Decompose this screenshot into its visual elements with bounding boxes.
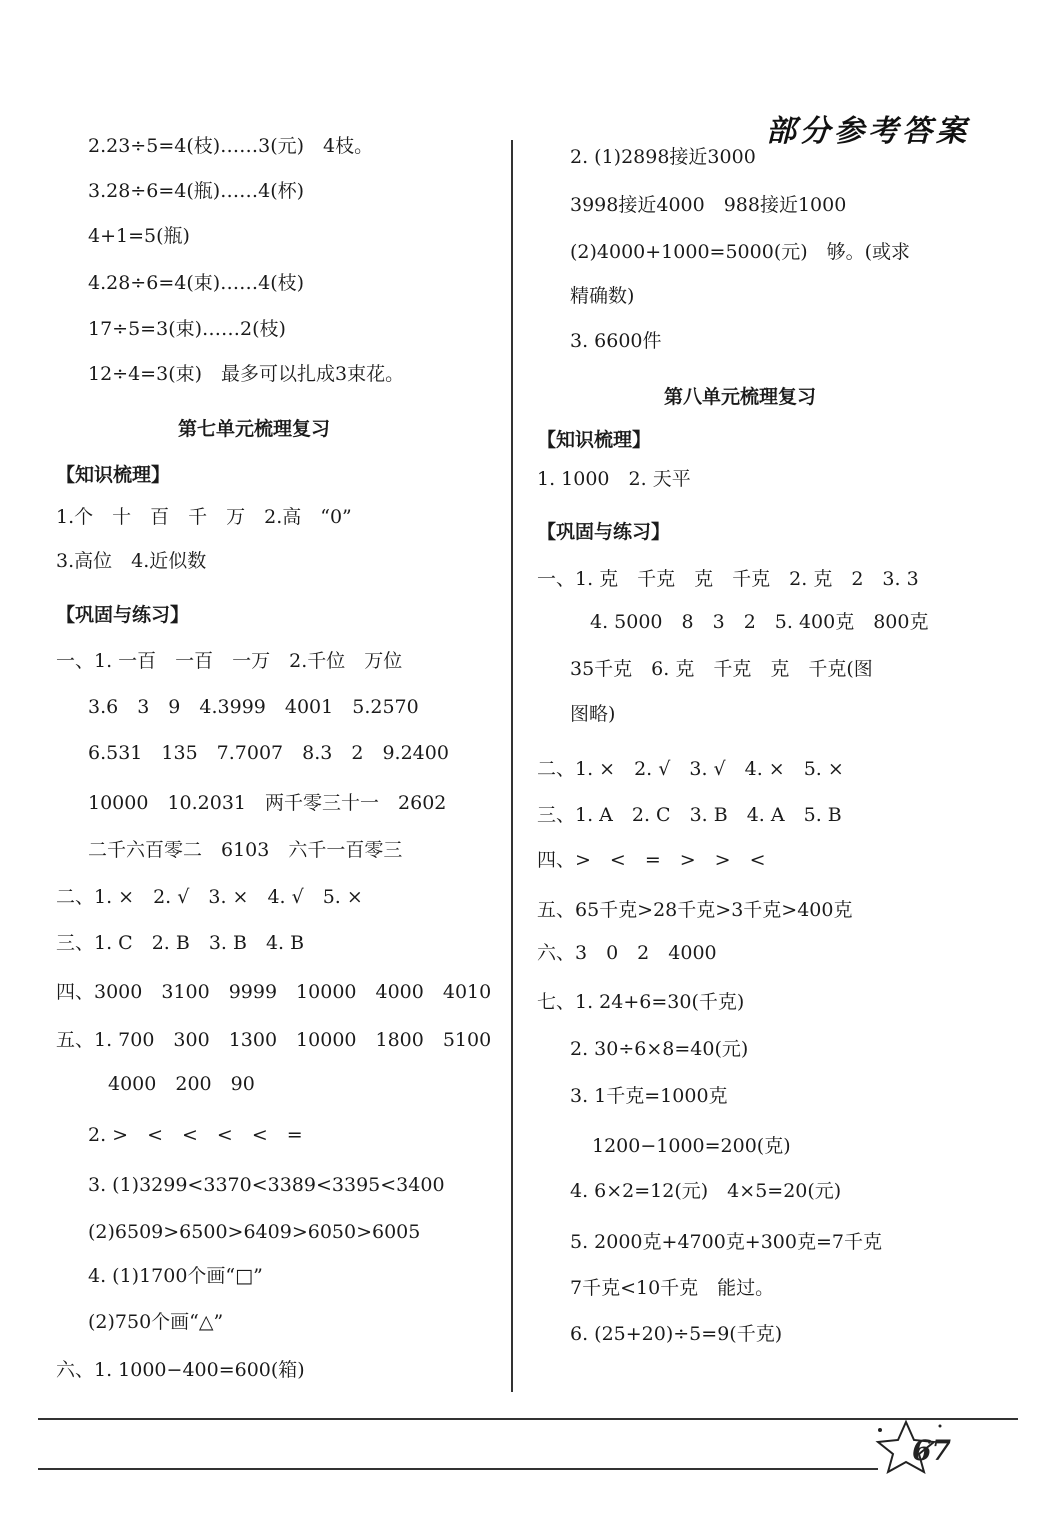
section-title-unit7: 第七单元梳理复习 xyxy=(178,418,331,440)
column-divider xyxy=(511,140,513,1392)
answer-line: 1. 1000 2. 天平 xyxy=(537,468,691,490)
answer-line: 4000 200 90 xyxy=(108,1073,255,1095)
answer-line: 4.28÷6=4(束)……4(枝) xyxy=(88,272,305,294)
answer-line: 3. 6600件 xyxy=(570,330,662,352)
answer-line: 4+1=5(瓶) xyxy=(88,225,190,247)
answer-line: 35千克 6. 克 千克 克 千克(图 xyxy=(570,658,873,680)
answer-line: 2. 30÷6×8=40(元) xyxy=(570,1038,749,1060)
page-number: 67 xyxy=(912,1434,951,1467)
answer-line: (2)750个画“△” xyxy=(88,1311,224,1333)
answer-line: 6.531 135 7.7007 8.3 2 9.2400 xyxy=(88,742,449,764)
answer-line: 2. (1)2898接近3000 xyxy=(570,146,756,168)
heading-knowledge: 【知识梳理】 xyxy=(56,464,171,486)
answer-line: 1200−1000=200(克) xyxy=(592,1135,791,1157)
heading-practice: 【巩固与练习】 xyxy=(537,521,671,543)
answer-line: 4. 5000 8 3 2 5. 400克 800克 xyxy=(590,611,929,633)
answer-line: (2)4000+1000=5000(元) 够。(或求 xyxy=(570,241,911,263)
answer-line: 12÷4=3(束) 最多可以扎成3束花。 xyxy=(88,363,405,385)
answer-line: 七、1. 24+6=30(千克) xyxy=(537,991,745,1013)
answer-line: 4. (1)1700个画“□” xyxy=(88,1265,263,1287)
page-header-title: 部分参考答案 xyxy=(766,114,970,149)
answer-line: 二、1. × 2. √ 3. √ 4. × 5. × xyxy=(537,758,844,780)
answer-line: 3.高位 4.近似数 xyxy=(56,550,207,572)
answer-line: 17÷5=3(束)……2(枝) xyxy=(88,318,286,340)
footer-rule-bottom xyxy=(38,1468,878,1470)
answer-line: 五、1. 700 300 1300 10000 1800 5100 xyxy=(56,1029,492,1051)
answer-line: 六、3 0 2 4000 xyxy=(537,942,717,964)
answer-line: 3.28÷6=4(瓶)……4(杯) xyxy=(88,180,305,202)
answer-line: 3. (1)3299<3370<3389<3395<3400 xyxy=(88,1174,445,1196)
answer-line: 四、> < = > > < xyxy=(537,849,766,871)
answer-line: 3. 1千克=1000克 xyxy=(570,1085,728,1107)
heading-practice: 【巩固与练习】 xyxy=(56,604,190,626)
answer-line: 六、1. 1000−400=600(箱) xyxy=(56,1359,305,1381)
heading-knowledge: 【知识梳理】 xyxy=(537,429,652,451)
answer-line: 2.23÷5=4(枝)……3(元) 4枝。 xyxy=(88,135,374,157)
answer-line: 二千六百零二 6103 六千一百零三 xyxy=(88,839,403,861)
footer-rule-top xyxy=(38,1418,1018,1420)
answer-line: 二、1. × 2. √ 3. × 4. √ 5. × xyxy=(56,886,363,908)
answer-line: 三、1. A 2. C 3. B 4. A 5. B xyxy=(537,804,842,826)
answer-line: 4. 6×2=12(元) 4×5=20(元) xyxy=(570,1180,842,1202)
answer-line: 2. > < < < < = xyxy=(88,1124,303,1146)
answer-line: 一、1. 克 千克 克 千克 2. 克 2 3. 3 xyxy=(537,568,919,590)
answer-line: 3.6 3 9 4.3999 4001 5.2570 xyxy=(88,696,419,718)
answer-line: 精确数) xyxy=(570,285,635,307)
answer-line: 3998接近4000 988接近1000 xyxy=(570,194,847,216)
answer-line: 三、1. C 2. B 3. B 4. B xyxy=(56,932,305,954)
answer-line: 一、1. 一百 一百 一万 2.千位 万位 xyxy=(56,650,403,672)
answer-line: 图略) xyxy=(570,703,616,725)
answer-line: 1.个 十 百 千 万 2.高 “0” xyxy=(56,506,352,528)
answer-line: 五、65千克>28千克>3千克>400克 xyxy=(537,899,853,921)
answer-line: 10000 10.2031 两千零三十一 2602 xyxy=(88,792,447,814)
answer-line: 7千克<10千克 能过。 xyxy=(570,1277,775,1299)
answer-line: 6. (25+20)÷5=9(千克) xyxy=(570,1323,783,1345)
answer-line: (2)6509>6500>6409>6050>6005 xyxy=(88,1221,421,1243)
answer-line: 5. 2000克+4700克+300克=7千克 xyxy=(570,1231,882,1253)
answer-line: 四、3000 3100 9999 10000 4000 4010 xyxy=(56,981,492,1003)
section-title-unit8: 第八单元梳理复习 xyxy=(664,386,817,408)
